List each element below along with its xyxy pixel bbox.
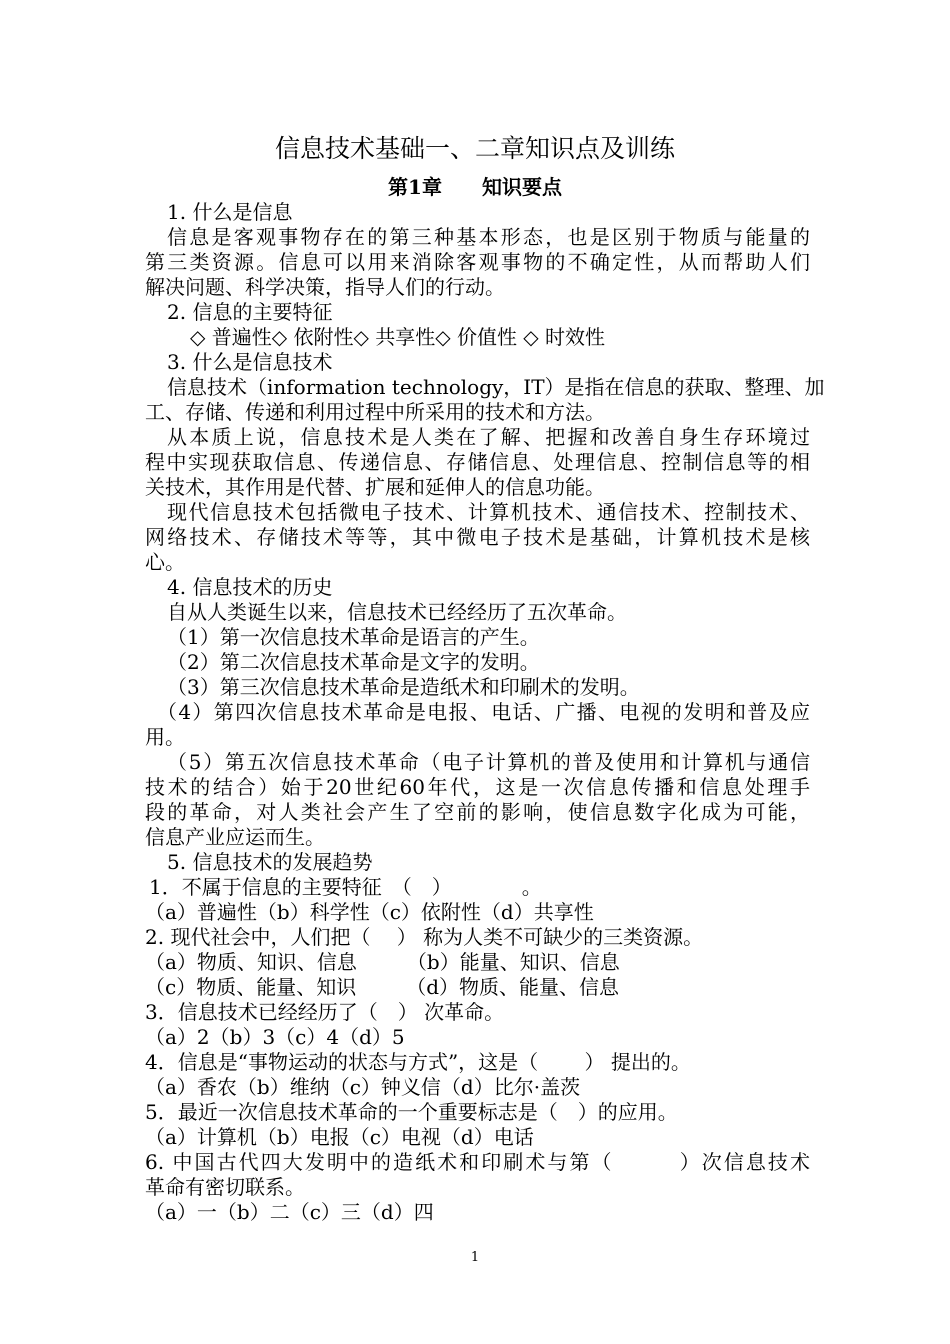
text-line: （c）物质、能量、知识 （d）物质、能量、信息 [145,975,620,999]
text-line: （2）第二次信息技术革命是文字的发明。 [167,650,540,674]
text-line: 信息产业应运而生。 [145,825,325,849]
text-line: 网络技术、存储技术等等，其中微电子技术是基础，计算机技术是核 [145,525,810,549]
text-line: （a）普遍性（b）科学性（c）依附性（d）共享性 [145,900,594,924]
text-line: 革命有密切联系。 [145,1175,305,1199]
chapter-heading: 第1章 知识要点 [388,175,562,199]
text-line: 1．不属于信息的主要特征 （ ） 。 [149,875,542,899]
text-line: 5．最近一次信息技术革命的一个重要标志是（ ）的应用。 [145,1100,678,1124]
text-line: 3. 什么是信息技术 [167,350,333,374]
page-number: 1 [470,1250,480,1265]
text-line: 信息是客观事物存在的第三种基本形态，也是区别于物质与能量的 [167,225,810,249]
text-line: （4）第四次信息技术革命是电报、电话、广播、电视的发明和普及应 [157,700,810,724]
text-line: 现代信息技术包括微电子技术、计算机技术、通信技术、控制技术、 [167,500,810,524]
document-title: 信息技术基础一、二章知识点及训练 [274,134,675,163]
text-line: 信息技术（information technology，IT）是指在信息的获取、整理、加 [167,375,825,399]
text-line: （3）第三次信息技术革命是造纸术和印刷术的发明。 [167,675,640,699]
text-line: 技术的结合）始于20世纪60年代，这是一次信息传播和信息处理手 [145,775,810,799]
text-line: 解决问题、科学决策，指导人们的行动。 [145,275,505,299]
text-line: （a）物质、知识、信息 （b）能量、知识、信息 [145,950,620,974]
text-line: 程中实现获取信息、传递信息、存储信息、处理信息、控制信息等的相 [145,450,810,474]
text-line: 自从人类诞生以来，信息技术已经经历了五次革命。 [167,600,627,624]
text-line: ◇ 普遍性◇ 依附性◇ 共享性◇ 价值性 ◇ 时效性 [190,325,606,349]
text-line: 段的革命，对人类社会产生了空前的影响，使信息数字化成为可能， [145,800,810,824]
text-line: 关技术，其作用是代替、扩展和延伸人的信息功能。 [145,475,605,499]
text-line: （a）2（b）3（c）4（d）5 [145,1025,405,1049]
text-line: 3．信息技术已经经历了（ ） 次革命。 [145,1000,505,1024]
text-line: （a）香农（b）维纳（c）钟义信（d）比尔·盖茨 [145,1075,581,1099]
text-line: （a）一（b）二（c）三（d）四 [145,1200,434,1224]
text-line: 6. 中国古代四大发明中的造纸术和印刷术与第（ ）次信息技术 [145,1150,810,1174]
text-line: （1）第一次信息技术革命是语言的产生。 [167,625,540,649]
text-line: 心。 [145,550,185,574]
text-line: 4．信息是“事物运动的状态与方式”，这是（ ） 提出的。 [145,1050,691,1074]
text-line: 4. 信息技术的历史 [167,575,333,599]
text-line: 从本质上说，信息技术是人类在了解、把握和改善自身生存环境过 [167,425,810,449]
text-line: 5. 信息技术的发展趋势 [167,850,373,874]
text-line: 用。 [145,725,185,749]
text-line: 2. 现代社会中，人们把（ ） 称为人类不可缺少的三类资源。 [145,925,704,949]
text-line: （a）计算机（b）电报（c）电视（d）电话 [145,1125,534,1149]
text-line: 第三类资源。信息可以用来消除客观事物的不确定性，从而帮助人们 [145,250,810,274]
text-line: 1. 什么是信息 [167,200,293,224]
text-line: 工、存储、传递和利用过程中所采用的技术和方法。 [145,400,605,424]
text-line: （5）第五次信息技术革命（电子计算机的普及使用和计算机与通信 [167,750,810,774]
text-line: 2. 信息的主要特征 [167,300,333,324]
